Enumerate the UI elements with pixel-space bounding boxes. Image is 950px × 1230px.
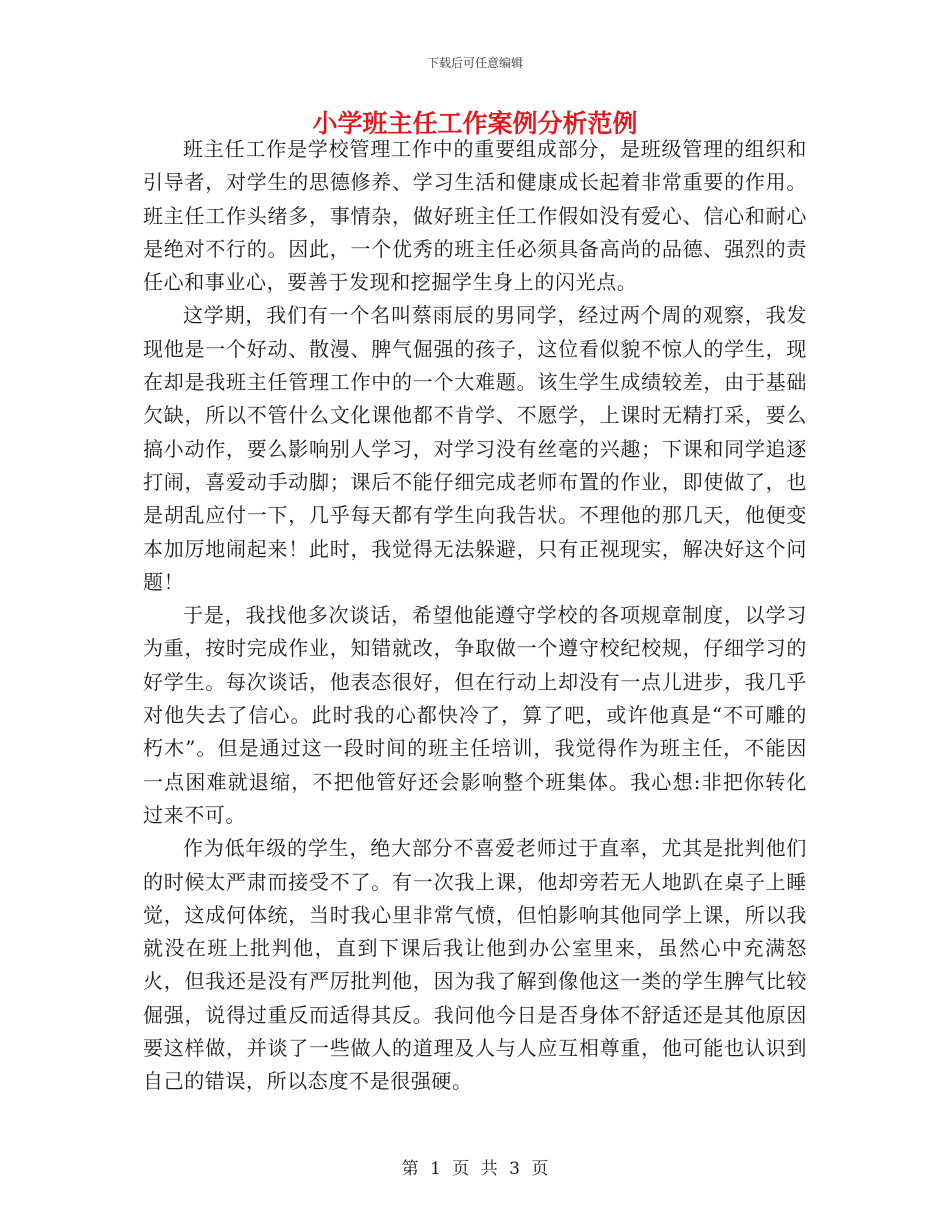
document-body — [143, 133, 807, 1099]
paragraph-1: 班主任工作是学校管理工作中的重要组成部分，是班级管理的组织和引导者，对学生的思德修养、学习生活和健康成长起着非常重要的作用。班主任工作头绪多，事情杂，做好班主任工作假如没有爱心、信心和耐心是绝对不行的。因此，一个优秀的班主任必须具备高尚的品德、强烈的责任心和事业心，要善于发现和挖掘学生身上的闪光点。 — [143, 137, 807, 295]
page-footer: 第 1 页 共 3 页 — [401, 1159, 549, 1179]
paragraph-2: 这学期，我们有一个名叫蔡雨辰的男同学，经过两个周的观察，我发现他是一个好动、散漫、脾气倔强的孩子，这位看似貌不惊人的学生，现在却是我班主任管理工作中的一个大难题。该生学生成绩较差，由于基础欠缺，所以不管什么文化课他都不肯学、不愿学，上课时无精打采，要么搞小动作，要么影响别人学习，对学习没有丝毫的兴趣；下课和同学追逐打闹，喜爱动手动脚；课后不能仔细完成老师布置的作业，即使做了，也是胡乱应付一下，几乎每天都有学生向我告状。不理他的那几天，他便变本加厉地闹起来！此时，我觉得无法躲避，只有正视现实，解决好这个问题！ — [143, 303, 807, 594]
paragraph-3: 于是，我找他多次谈话，希望他能遵守学校的各项规章制度，以学习为重，按时完成作业，知错就改，争取做一个遵守校纪校规，仔细学习的好学生。每次谈话，他表态很好，但在行动上却没有一点儿进步，我几乎对他失去了信心。此时我的心都快冷了，算了吧，或许他真是“不可雕的朽木”。但是通过这一段时间的班主任培训，我觉得作为班主任，不能因一点困难就退缩，不把他管好还会影响整个班集体。我心想:非把你转化过来不可。 — [143, 603, 807, 827]
paragraph-4: 作为低年级的学生，绝大部分不喜爱老师过于直率，尤其是批判他们的时候太严肃而接受不了。有一次我上课，他却旁若无人地趴在桌子上睡觉，这成何体统，当时我心里非常气愤，但怕影响其他同学上课，所以我就没在班上批判他，直到下课后我让他到办公室里来，虽然心中充满怒火，但我还是没有严厉批判他，因为我了解到像他这一类的学生脾气比较倔强，说得过重反而适得其反。我问他今日是否身体不舒适还是其他原因要这样做，并谈了一些做人的道理及人与人应互相尊重，他可能也认识到自己的错误，所以态度不是很强硬。 — [143, 836, 807, 1094]
header-note: 下载后可任意编辑 — [426, 56, 523, 70]
document-title: 小学班主任工作案例分析范例 — [312, 109, 638, 138]
